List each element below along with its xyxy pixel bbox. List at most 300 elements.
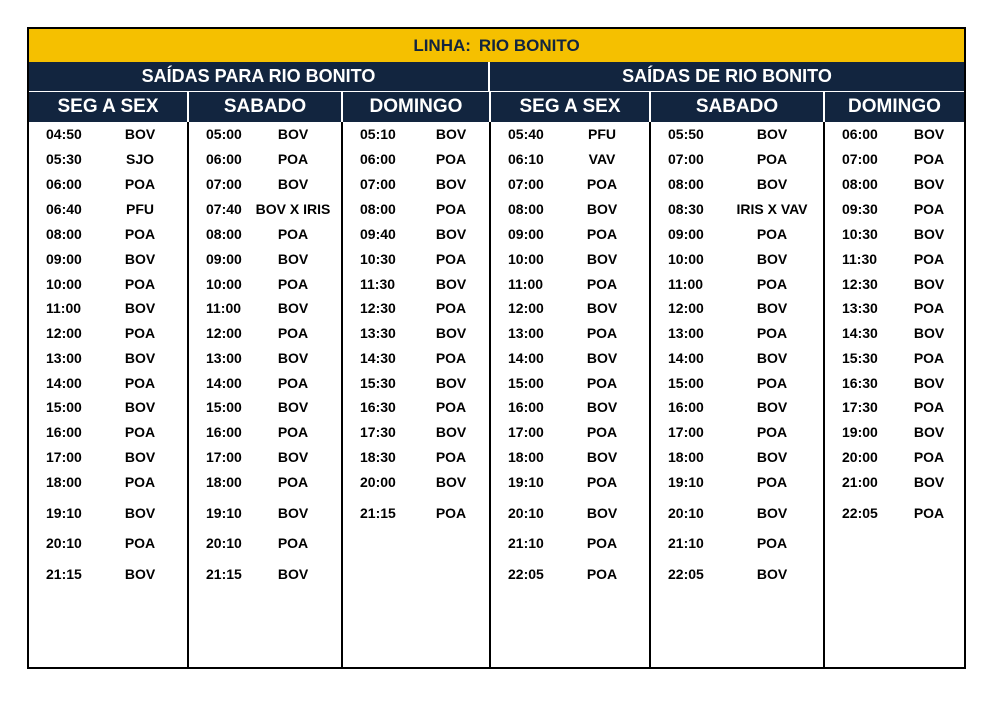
route-code: POA [913,505,945,521]
departure-time: 21:10 [508,535,544,551]
departure-time: 21:15 [46,566,82,582]
departure-time: 13:00 [668,325,704,341]
route-code: POA [435,350,467,366]
route-code: POA [913,201,945,217]
schedule-row [491,151,649,171]
departure-time: 16:00 [46,424,82,440]
schedule-row [491,474,649,494]
schedule-row [189,505,341,525]
day-header: SABADO [651,92,825,122]
route-code: BOV [435,375,467,391]
schedule-row [651,505,823,525]
departure-time: 05:40 [508,126,544,142]
departure-time: 18:30 [360,449,396,465]
route-code: POA [277,325,309,341]
departure-time: 10:30 [842,226,878,242]
line-title-prefix: LINHA: [413,35,471,55]
schedule-row [825,226,964,246]
schedule-row [29,276,187,296]
schedule-row [491,399,649,419]
departure-time: 16:30 [360,399,396,415]
departure-time: 14:00 [206,375,242,391]
route-code: BOV [756,505,788,521]
route-code: POA [913,449,945,465]
departure-time: 20:10 [46,535,82,551]
route-code: BOV [586,300,618,316]
route-code: POA [277,535,309,551]
route-code: BOV [435,276,467,292]
schedule-row [343,300,489,320]
departure-time: 22:05 [668,566,704,582]
schedule-row [491,566,649,586]
schedule-row [29,151,187,171]
departure-time: 07:00 [508,176,544,192]
departure-time: 15:00 [668,375,704,391]
schedule-row [491,176,649,196]
departure-time: 14:00 [508,350,544,366]
schedule-row [343,449,489,469]
departure-time: 05:30 [46,151,82,167]
route-code: POA [586,325,618,341]
departure-time: 14:00 [668,350,704,366]
departure-time: 10:00 [206,276,242,292]
route-code: BOV [756,251,788,267]
departure-time: 14:30 [842,325,878,341]
day-header: DOMINGO [825,92,964,122]
schedule-row [189,201,341,221]
route-code: POA [586,474,618,490]
departure-time: 17:00 [206,449,242,465]
route-code: POA [756,424,788,440]
schedule-row [189,399,341,419]
schedule-row [29,399,187,419]
departure-time: 09:00 [668,226,704,242]
schedule-row [343,399,489,419]
schedule-row [343,424,489,444]
departure-time: 06:00 [46,176,82,192]
route-code: BOV [586,350,618,366]
schedule-row [491,251,649,271]
departure-time: 08:00 [46,226,82,242]
route-code: BOV [124,300,156,316]
schedule-row [825,350,964,370]
route-code: POA [756,226,788,242]
route-code: BOV [913,226,945,242]
departure-time: 15:00 [206,399,242,415]
schedule-row [825,325,964,345]
schedule-row [651,350,823,370]
schedule-row [825,176,964,196]
departure-time: 06:10 [508,151,544,167]
section-header-to: SAÍDAS PARA RIO BONITO [29,62,490,92]
departure-time: 08:30 [668,201,704,217]
departure-time: 07:00 [668,151,704,167]
schedule-row [29,375,187,395]
departure-time: 12:30 [360,300,396,316]
route-code: POA [913,399,945,415]
route-code: POA [277,424,309,440]
departure-time: 22:05 [508,566,544,582]
route-code: POA [277,474,309,490]
route-code: BOV [756,350,788,366]
schedule-row [343,350,489,370]
schedule-row [29,325,187,345]
departure-time: 07:00 [206,176,242,192]
departure-time: 12:00 [508,300,544,316]
departure-time: 19:10 [206,505,242,521]
schedule-row [343,251,489,271]
day-header: SEG A SEX [29,92,189,122]
schedule-row [825,300,964,320]
schedule-row [189,226,341,246]
route-code: POA [124,226,156,242]
departure-time: 06:00 [360,151,396,167]
schedule-row [825,276,964,296]
route-code: BOV [756,399,788,415]
departure-time: 21:00 [842,474,878,490]
route-code: BOV [435,126,467,142]
schedule-row [651,276,823,296]
schedule-row [825,424,964,444]
schedule-row [29,126,187,146]
departure-time: 08:00 [360,201,396,217]
departure-time: 11:00 [46,300,82,316]
schedule-row [29,535,187,555]
schedule-row [825,399,964,419]
departure-time: 09:00 [508,226,544,242]
schedule-row [825,251,964,271]
schedule-column [651,122,825,667]
departure-time: 19:10 [508,474,544,490]
departure-time: 11:30 [842,251,878,267]
departure-time: 19:00 [842,424,878,440]
schedule-row [491,449,649,469]
departure-time: 21:15 [360,505,396,521]
route-code: BOV [586,251,618,267]
departure-time: 17:00 [508,424,544,440]
route-code: POA [586,566,618,582]
schedule-row [825,151,964,171]
route-code: BOV [756,176,788,192]
route-code: BOV [277,566,309,582]
route-code: BOV [277,449,309,465]
route-code: POA [277,276,309,292]
route-code: POA [756,325,788,341]
schedule-row [189,474,341,494]
schedule-row [343,126,489,146]
route-code: BOV [277,399,309,415]
route-code: POA [124,375,156,391]
schedule-row [29,251,187,271]
schedule-row [825,449,964,469]
schedule-row [491,535,649,555]
departure-time: 15:30 [842,350,878,366]
departure-time: 17:30 [360,424,396,440]
schedule-row [343,151,489,171]
departure-time: 11:00 [668,276,704,292]
schedule-row [29,424,187,444]
route-code: BOV [124,505,156,521]
schedule-row [189,300,341,320]
departure-time: 18:00 [46,474,82,490]
schedule-column [491,122,651,667]
departure-time: 13:00 [508,325,544,341]
schedule-row [189,176,341,196]
schedule-row [491,126,649,146]
departure-time: 05:50 [668,126,704,142]
departure-time: 11:00 [206,300,242,316]
route-code: BOV [913,176,945,192]
route-code: BOV [277,300,309,316]
schedule-column [825,122,964,667]
departure-time: 09:00 [46,251,82,267]
route-code: POA [435,300,467,316]
schedule-row [825,375,964,395]
route-code: BOV [586,201,618,217]
route-code: POA [124,176,156,192]
departure-time: 20:00 [842,449,878,465]
route-code: BOV [124,350,156,366]
departure-time: 12:00 [46,325,82,341]
schedule-row [189,251,341,271]
route-code: POA [124,535,156,551]
departure-time: 05:00 [206,126,242,142]
schedule-row [491,350,649,370]
schedule-row [651,325,823,345]
route-code: BOV [913,474,945,490]
section-header-from: SAÍDAS DE RIO BONITO [490,62,964,92]
departure-time: 18:00 [508,449,544,465]
route-code: POA [913,300,945,316]
departure-time: 16:00 [206,424,242,440]
route-code: POA [586,424,618,440]
departure-time: 06:40 [46,201,82,217]
route-code: PFU [126,201,154,217]
line-title-name: RIO BONITO [478,35,580,55]
schedule-row [343,201,489,221]
schedule-row [651,126,823,146]
schedule-column [343,122,491,667]
route-code: POA [124,474,156,490]
day-header: SEG A SEX [491,92,651,122]
departure-time: 13:30 [842,300,878,316]
route-code: POA [756,151,788,167]
schedule-row [29,300,187,320]
schedule-row [189,350,341,370]
schedule-row [343,226,489,246]
schedule-row [491,505,649,525]
route-code: POA [277,375,309,391]
route-code: BOV [124,449,156,465]
departure-time: 09:30 [842,201,878,217]
route-code: BOV [756,300,788,316]
route-code: BOV [277,176,309,192]
schedule-row [491,300,649,320]
departure-time: 10:00 [508,251,544,267]
departure-time: 07:40 [206,201,242,217]
schedule-row [491,276,649,296]
departure-time: 07:00 [842,151,878,167]
schedule-row [29,176,187,196]
schedule-row [189,449,341,469]
route-code: BOV [435,474,467,490]
departure-time: 09:00 [206,251,242,267]
departure-time: 06:00 [842,126,878,142]
schedule-row [651,300,823,320]
route-code: POA [435,449,467,465]
schedule-row [825,474,964,494]
departure-time: 16:30 [842,375,878,391]
departure-time: 17:00 [46,449,82,465]
departure-time: 14:30 [360,350,396,366]
route-code: BOV [913,276,945,292]
departure-time: 20:00 [360,474,396,490]
departure-time: 05:10 [360,126,396,142]
route-code: POA [435,151,467,167]
schedule-table [27,27,966,669]
route-code: BOV [124,566,156,582]
schedule-column [29,122,189,667]
schedule-row [29,350,187,370]
schedule-row [651,399,823,419]
route-code: BOV [586,399,618,415]
route-code: PFU [588,126,616,142]
departure-time: 10:00 [46,276,82,292]
schedule-row [825,505,964,525]
route-code: BOV [277,126,309,142]
departure-time: 16:00 [668,399,704,415]
schedule-row [491,201,649,221]
route-code: BOV [435,226,467,242]
route-code: BOV [586,449,618,465]
route-code: POA [586,276,618,292]
departure-time: 16:00 [508,399,544,415]
schedule-row [189,375,341,395]
day-header: DOMINGO [343,92,491,122]
schedule-row [651,226,823,246]
route-code: POA [586,375,618,391]
departure-time: 22:05 [842,505,878,521]
schedule-row [189,424,341,444]
route-code: BOV [435,176,467,192]
departure-time: 08:00 [842,176,878,192]
departure-time: 19:10 [46,505,82,521]
schedule-row [651,151,823,171]
departure-time: 19:10 [668,474,704,490]
departure-time: 17:00 [668,424,704,440]
departure-time: 13:00 [46,350,82,366]
departure-time: 15:00 [508,375,544,391]
schedule-row [29,449,187,469]
schedule-row [651,251,823,271]
route-code: POA [586,535,618,551]
departure-time: 13:30 [360,325,396,341]
route-code: POA [756,474,788,490]
departure-time: 08:00 [508,201,544,217]
route-code: BOV [913,126,945,142]
departure-time: 06:00 [206,151,242,167]
route-code: BOV [277,251,309,267]
departure-time: 12:30 [842,276,878,292]
schedule-row [651,201,823,221]
departure-time: 20:10 [206,535,242,551]
schedule-row [491,375,649,395]
schedule-row [651,449,823,469]
route-code: SJO [125,151,155,167]
schedule-row [343,375,489,395]
route-code: VAV [588,151,616,167]
route-code: POA [435,201,467,217]
route-code: POA [124,276,156,292]
route-code: POA [435,399,467,415]
route-code: BOV [756,126,788,142]
schedule-row [491,226,649,246]
route-code: BOV [124,399,156,415]
departure-time: 20:10 [668,505,704,521]
route-code: BOV [124,251,156,267]
schedule-row [825,126,964,146]
departure-time: 13:00 [206,350,242,366]
departure-time: 10:00 [668,251,704,267]
route-code: BOV [277,350,309,366]
schedule-row [189,566,341,586]
departure-time: 18:00 [206,474,242,490]
departure-time: 09:40 [360,226,396,242]
schedule-row [491,424,649,444]
departure-time: 14:00 [46,375,82,391]
line-title [29,29,964,63]
schedule-row [825,201,964,221]
departure-time: 12:00 [668,300,704,316]
schedule-row [343,276,489,296]
schedule-row [651,424,823,444]
schedule-row [651,566,823,586]
route-code: POA [586,176,618,192]
departure-time: 04:50 [46,126,82,142]
route-code: BOV [756,449,788,465]
route-code: IRIS X VAV [736,201,808,217]
schedule-row [189,126,341,146]
schedule-row [189,325,341,345]
departure-time: 11:30 [360,276,396,292]
schedule-row [491,325,649,345]
departure-time: 15:30 [360,375,396,391]
route-code: BOV [913,375,945,391]
route-code: BOV [756,566,788,582]
schedule-row [29,201,187,221]
departure-time: 18:00 [668,449,704,465]
route-code: BOV [435,325,467,341]
route-code: POA [277,151,309,167]
schedule-row [651,535,823,555]
schedule-row [651,474,823,494]
route-code: POA [913,251,945,267]
schedule-row [343,176,489,196]
departure-time: 20:10 [508,505,544,521]
schedule-row [29,566,187,586]
departure-time: 07:00 [360,176,396,192]
schedule-row [343,474,489,494]
schedule-row [651,176,823,196]
route-code: POA [586,226,618,242]
route-code: BOV [913,325,945,341]
route-code: POA [756,535,788,551]
route-code: BOV X IRIS [255,201,331,217]
departure-time: 17:30 [842,399,878,415]
route-code: BOV [435,424,467,440]
route-code: BOV [277,505,309,521]
schedule-row [29,474,187,494]
